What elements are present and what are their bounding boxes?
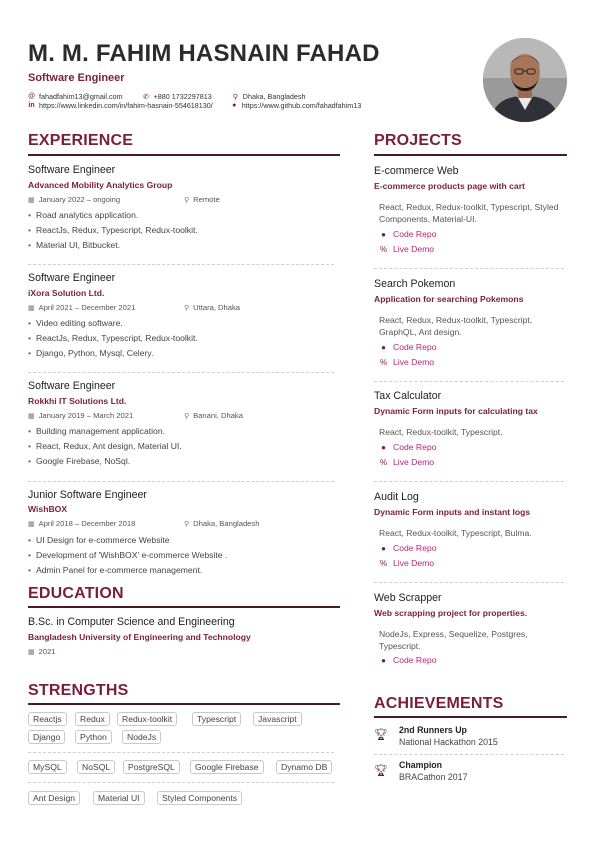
projects-heading: PROJECTS [374,132,462,149]
project-2-title: Search Pokemon [374,278,456,290]
job-3-location: ⚲ Banani, Dhaka [184,411,243,420]
skill-tag: Python [75,730,112,744]
project-1-stack: React, Redux, Redux-toolkit, Typescript, Styled Components, Material-UI. [379,202,559,224]
map-pin-icon: ⚲ [184,520,190,528]
list-item: • Admin Panel for e-commerce management. [28,565,203,575]
calendar-icon: ▦ [28,196,35,204]
list-item: • Building management application. [28,426,166,436]
list-item: • ReactJs, Redux, Typescript, Redux-toolkit. [28,333,198,343]
job-4-dates: ▦ April 2018 – December 2018 [28,519,136,528]
skill-tag: PostgreSQL [123,760,180,774]
project-2-demo-link[interactable]: % Live Demo [379,357,435,367]
github-icon: ● [232,102,237,109]
job-1-dates: ▦ January 2022 – ongoing [28,195,121,204]
divider [374,268,564,269]
project-3-stack: React, Redux-toolkit, Typescript. [379,427,503,437]
candidate-name: M. M. FAHIM HASNAIN FAHAD [28,40,380,67]
education-degree: B.Sc. in Computer Science and Engineering [28,616,235,628]
skill-tag: Dynamo DB [276,760,332,774]
list-item: • Django, Python, Mysql, Celery. [28,348,154,358]
project-5-stack: NodeJs, Express, Sequelize, Postgres, Typescript. [379,629,528,651]
divider [28,264,334,265]
calendar-icon: ▦ [28,520,35,528]
trophy-icon: 🏆︎ [374,765,388,777]
education-heading: EDUCATION [28,585,124,602]
project-5-title: Web Scrapper [374,592,442,604]
project-4-code-link[interactable]: ● Code Repo [379,543,436,553]
phone-icon: ✆ [143,93,150,101]
map-pin-icon: ⚲ [184,196,190,204]
list-item: • Material UI, Bitbucket. [28,240,121,250]
skill-tag: Ant Design [28,791,80,805]
divider [28,481,334,482]
project-3-subtitle: Dynamic Form inputs for calculating tax [374,406,538,416]
calendar-icon: ▦ [28,304,35,312]
skill-tag: Redux [75,712,110,726]
skill-tag: Styled Components [157,791,242,805]
trophy-icon: 🏆︎ [374,729,388,741]
job-1-title: Software Engineer [28,164,116,176]
github-icon: ● [381,342,386,352]
github-icon: ● [381,655,386,665]
education-school: Bangladesh University of Engineering and Technology [28,632,251,642]
skill-tag: NoSQL [77,760,115,774]
project-4-subtitle: Dynamic Form inputs and instant logs [374,507,531,517]
calendar-icon: ▦ [28,412,35,420]
achievement-2-title: Champion [399,760,443,770]
list-item: • Road analytics application. [28,210,139,220]
strengths-heading: STRENGTHS [28,682,129,699]
map-pin-icon: ⚲ [184,412,190,420]
job-2-dates: ▦ April 2021 – December 2021 [28,303,136,312]
project-3-title: Tax Calculator [374,390,442,402]
skill-tag: Javascript [253,712,302,726]
project-1-demo-link[interactable]: % Live Demo [379,244,435,254]
job-3-company: Rokkhi IT Solutions Ltd. [28,396,127,406]
project-3-demo-link[interactable]: % Live Demo [379,457,435,467]
experience-heading: EXPERIENCE [28,132,134,149]
project-1-code-link[interactable]: ● Code Repo [379,229,436,239]
project-2-code-link[interactable]: ● Code Repo [379,342,436,352]
list-item: • Development of 'WishBOX' e-commerce Website . [28,550,228,560]
location-contact: ⚲ Dhaka, Bangladesh [232,92,306,101]
job-2-location: ⚲ Uttara, Dhaka [184,303,240,312]
project-3-code-link[interactable]: ● Code Repo [379,442,436,452]
skill-tag: NodeJs [122,730,161,744]
project-4-demo-link[interactable]: % Live Demo [379,558,435,568]
achievement-1-title: 2nd Runners Up [399,725,467,735]
contact-row-2 [28,101,381,110]
profile-photo-drawing [483,38,567,122]
skill-tag: Material UI [93,791,145,805]
experience-rule [28,154,340,156]
skill-tag: Redux-toolkit [117,712,177,726]
job-4-title: Junior Software Engineer [28,489,147,501]
github-icon: ● [381,229,386,239]
achievement-1-event: National Hackathon 2015 [399,737,498,747]
divider [374,381,564,382]
map-pin-icon: ⚲ [232,93,238,101]
project-4-title: Audit Log [374,491,419,503]
job-2-company: iXora Solution Ltd. [28,288,105,298]
map-pin-icon: ⚲ [184,304,190,312]
achievements-heading: ACHIEVEMENTS [374,695,504,712]
list-item: • Video editing software. [28,318,123,328]
linkedin-icon: in [28,102,35,109]
calendar-icon: ▦ [28,648,35,656]
project-5-subtitle: Web scrapping project for properties. [374,608,528,618]
linkedin-link[interactable]: in https://www.linkedin.com/in/fahim-hasnain-554618130/ [28,101,213,110]
link-icon: % [379,357,388,367]
skill-tag: Google Firebase [190,760,264,774]
divider [28,782,334,783]
candidate-role: Software Engineer [28,72,125,84]
skill-tag: Django [28,730,65,744]
list-item: • UI Design for e-commerce Website [28,535,170,545]
project-4-stack: React, Redux-toolkit, Typescript, Bulma. [379,528,532,538]
skill-tag: MySQL [28,760,67,774]
skill-tag: Reactjs [28,712,67,726]
divider [28,372,334,373]
project-1-title: E-commerce Web [374,165,459,177]
list-item: • Google Firebase, NoSql. [28,456,131,466]
project-2-subtitle: Application for searching Pokemons [374,294,524,304]
email-contact[interactable]: @ fahadfahim13@gmail.com [28,92,123,101]
education-rule [28,606,340,608]
github-icon: ● [381,543,386,553]
job-4-company: WishBOX [28,504,68,514]
projects-rule [374,154,567,156]
list-item: • ReactJs, Redux, Typescript, Redux-toolkit. [28,225,198,235]
job-3-dates: ▦ January 2019 – March 2021 [28,411,134,420]
achievements-rule [374,716,567,718]
job-1-location: ⚲ Remote [184,195,220,204]
strengths-rule [28,703,340,705]
job-4-location: ⚲ Dhaka, Bangladesh [184,519,260,528]
link-icon: % [379,558,388,568]
achievement-2-event: BRACathon 2017 [399,772,468,782]
profile-photo [483,38,567,122]
skill-tag: Typescript [192,712,241,726]
project-1-subtitle: E-commerce products page with cart [374,181,525,191]
divider [374,754,564,755]
divider [374,582,564,583]
list-item: • React, Redux, Ant design, Material UI. [28,441,182,451]
link-icon: % [379,244,388,254]
job-1-company: Advanced Mobility Analytics Group [28,180,173,190]
github-icon: ● [381,442,386,452]
github-link[interactable]: ● https://www.github.com/fahadfahim13 [232,101,362,110]
contact-row-1 [28,92,326,101]
divider [374,481,564,482]
job-3-title: Software Engineer [28,380,116,392]
job-2-title: Software Engineer [28,272,116,284]
at-icon: @ [28,93,36,100]
project-2-stack: React, Redux, Redux-toolkit, Typescript, GraphQL, Ant design. [379,315,533,337]
divider [28,752,334,753]
project-5-code-link[interactable]: ● Code Repo [379,655,436,665]
education-year: ▦ 2021 [28,647,56,656]
phone-contact[interactable]: ✆ +880 1732297813 [143,92,212,101]
link-icon: % [379,457,388,467]
